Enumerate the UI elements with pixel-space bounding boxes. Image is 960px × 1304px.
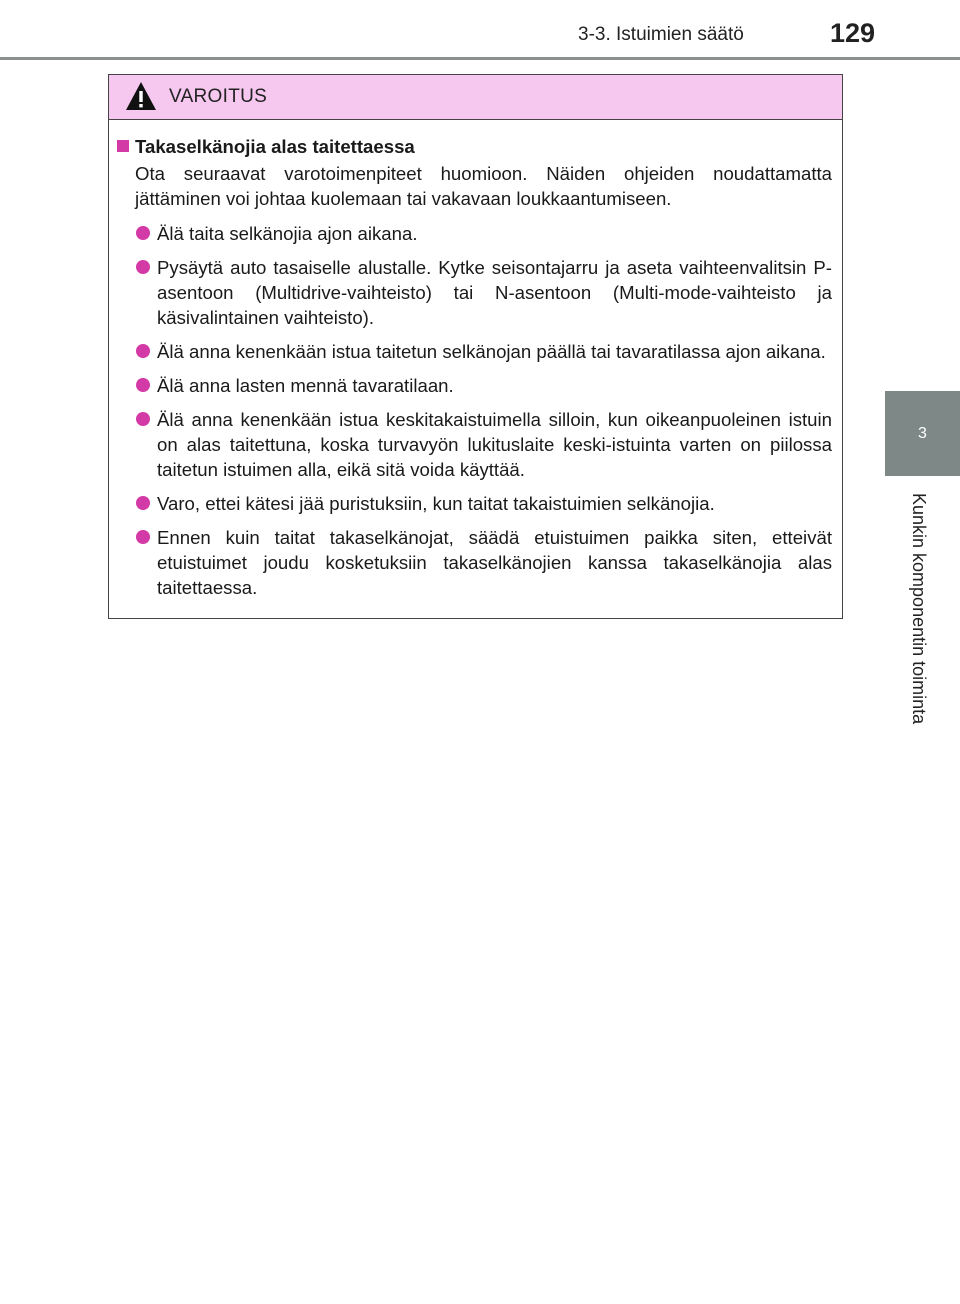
warning-body (109, 120, 842, 600)
square-bullet-icon (117, 140, 129, 152)
circle-bullet-icon (136, 496, 150, 510)
chapter-title-vertical: Kunkin komponentin toiminta (909, 493, 929, 725)
list-item-text: Pysäytä auto tasaiselle alustalle. Kytke seisontajarru ja aseta vaihteenvalitsin P-asentoon (Multidrive-vaihteisto) tai N-asentoon (Multi-mode-vaihteisto ja käsivalintainen vaihteisto). (157, 257, 832, 328)
warning-intro: Ota seuraavat varotoimenpiteet huomioon. Näiden ohjeiden noudattamatta jättäminen voi johtaa kuolemaan tai vakavaan loukkaantumiseen. (135, 163, 832, 209)
page-number: 129 (830, 18, 876, 48)
warning-title: VAROITUS (169, 86, 268, 107)
circle-bullet-icon (136, 530, 150, 544)
list-item-text: Älä taita selkänojia ajon aikana. (157, 223, 418, 244)
header-divider (0, 57, 960, 60)
list-item (115, 339, 832, 364)
list-item (115, 221, 832, 246)
circle-bullet-icon (136, 260, 150, 274)
list-item (115, 491, 832, 516)
chapter-tab: 3 (885, 391, 960, 476)
list-item-text: Ennen kuin taitat takaselkänojat, säädä etuistuimen paikka siten, etteivät etuistuimet joudu kosketuksiin takaselkänojien kanssa takaselkänojia alas taitettaessa. (157, 527, 832, 598)
warning-box (108, 74, 843, 619)
list-item-text: Älä anna kenenkään istua keskitakaistuimella silloin, kun oikeanpuoleinen istuin on alas taitettuna, koska turvavyön lukituslaite keski-istuinta varten on piilossa taitetun istuimen alla, eikä sitä voida käyttää. (157, 409, 832, 480)
circle-bullet-icon (136, 344, 150, 358)
list-item (115, 407, 832, 482)
circle-bullet-icon (136, 378, 150, 392)
warning-subheading (115, 134, 832, 159)
circle-bullet-icon (136, 412, 150, 426)
circle-bullet-icon (136, 226, 150, 240)
list-item (115, 373, 832, 398)
list-item-text: Älä anna kenenkään istua taitetun selkänojan päällä tai tavaratilassa ajon aikana. (157, 341, 826, 362)
list-item (115, 525, 832, 600)
warning-triangle-icon (125, 81, 157, 111)
list-item-text: Älä anna lasten mennä tavaratilaan. (157, 375, 454, 396)
header-section-title: 3-3. Istuimien säätö (578, 24, 744, 45)
list-item-text: Varo, ettei kätesi jää puristuksiin, kun taitat takaistuimien selkänojia. (157, 493, 715, 514)
list-item (115, 255, 832, 330)
warning-header (109, 75, 842, 120)
warning-subheading-text: Takaselkänojia alas taitettaessa (135, 136, 415, 157)
